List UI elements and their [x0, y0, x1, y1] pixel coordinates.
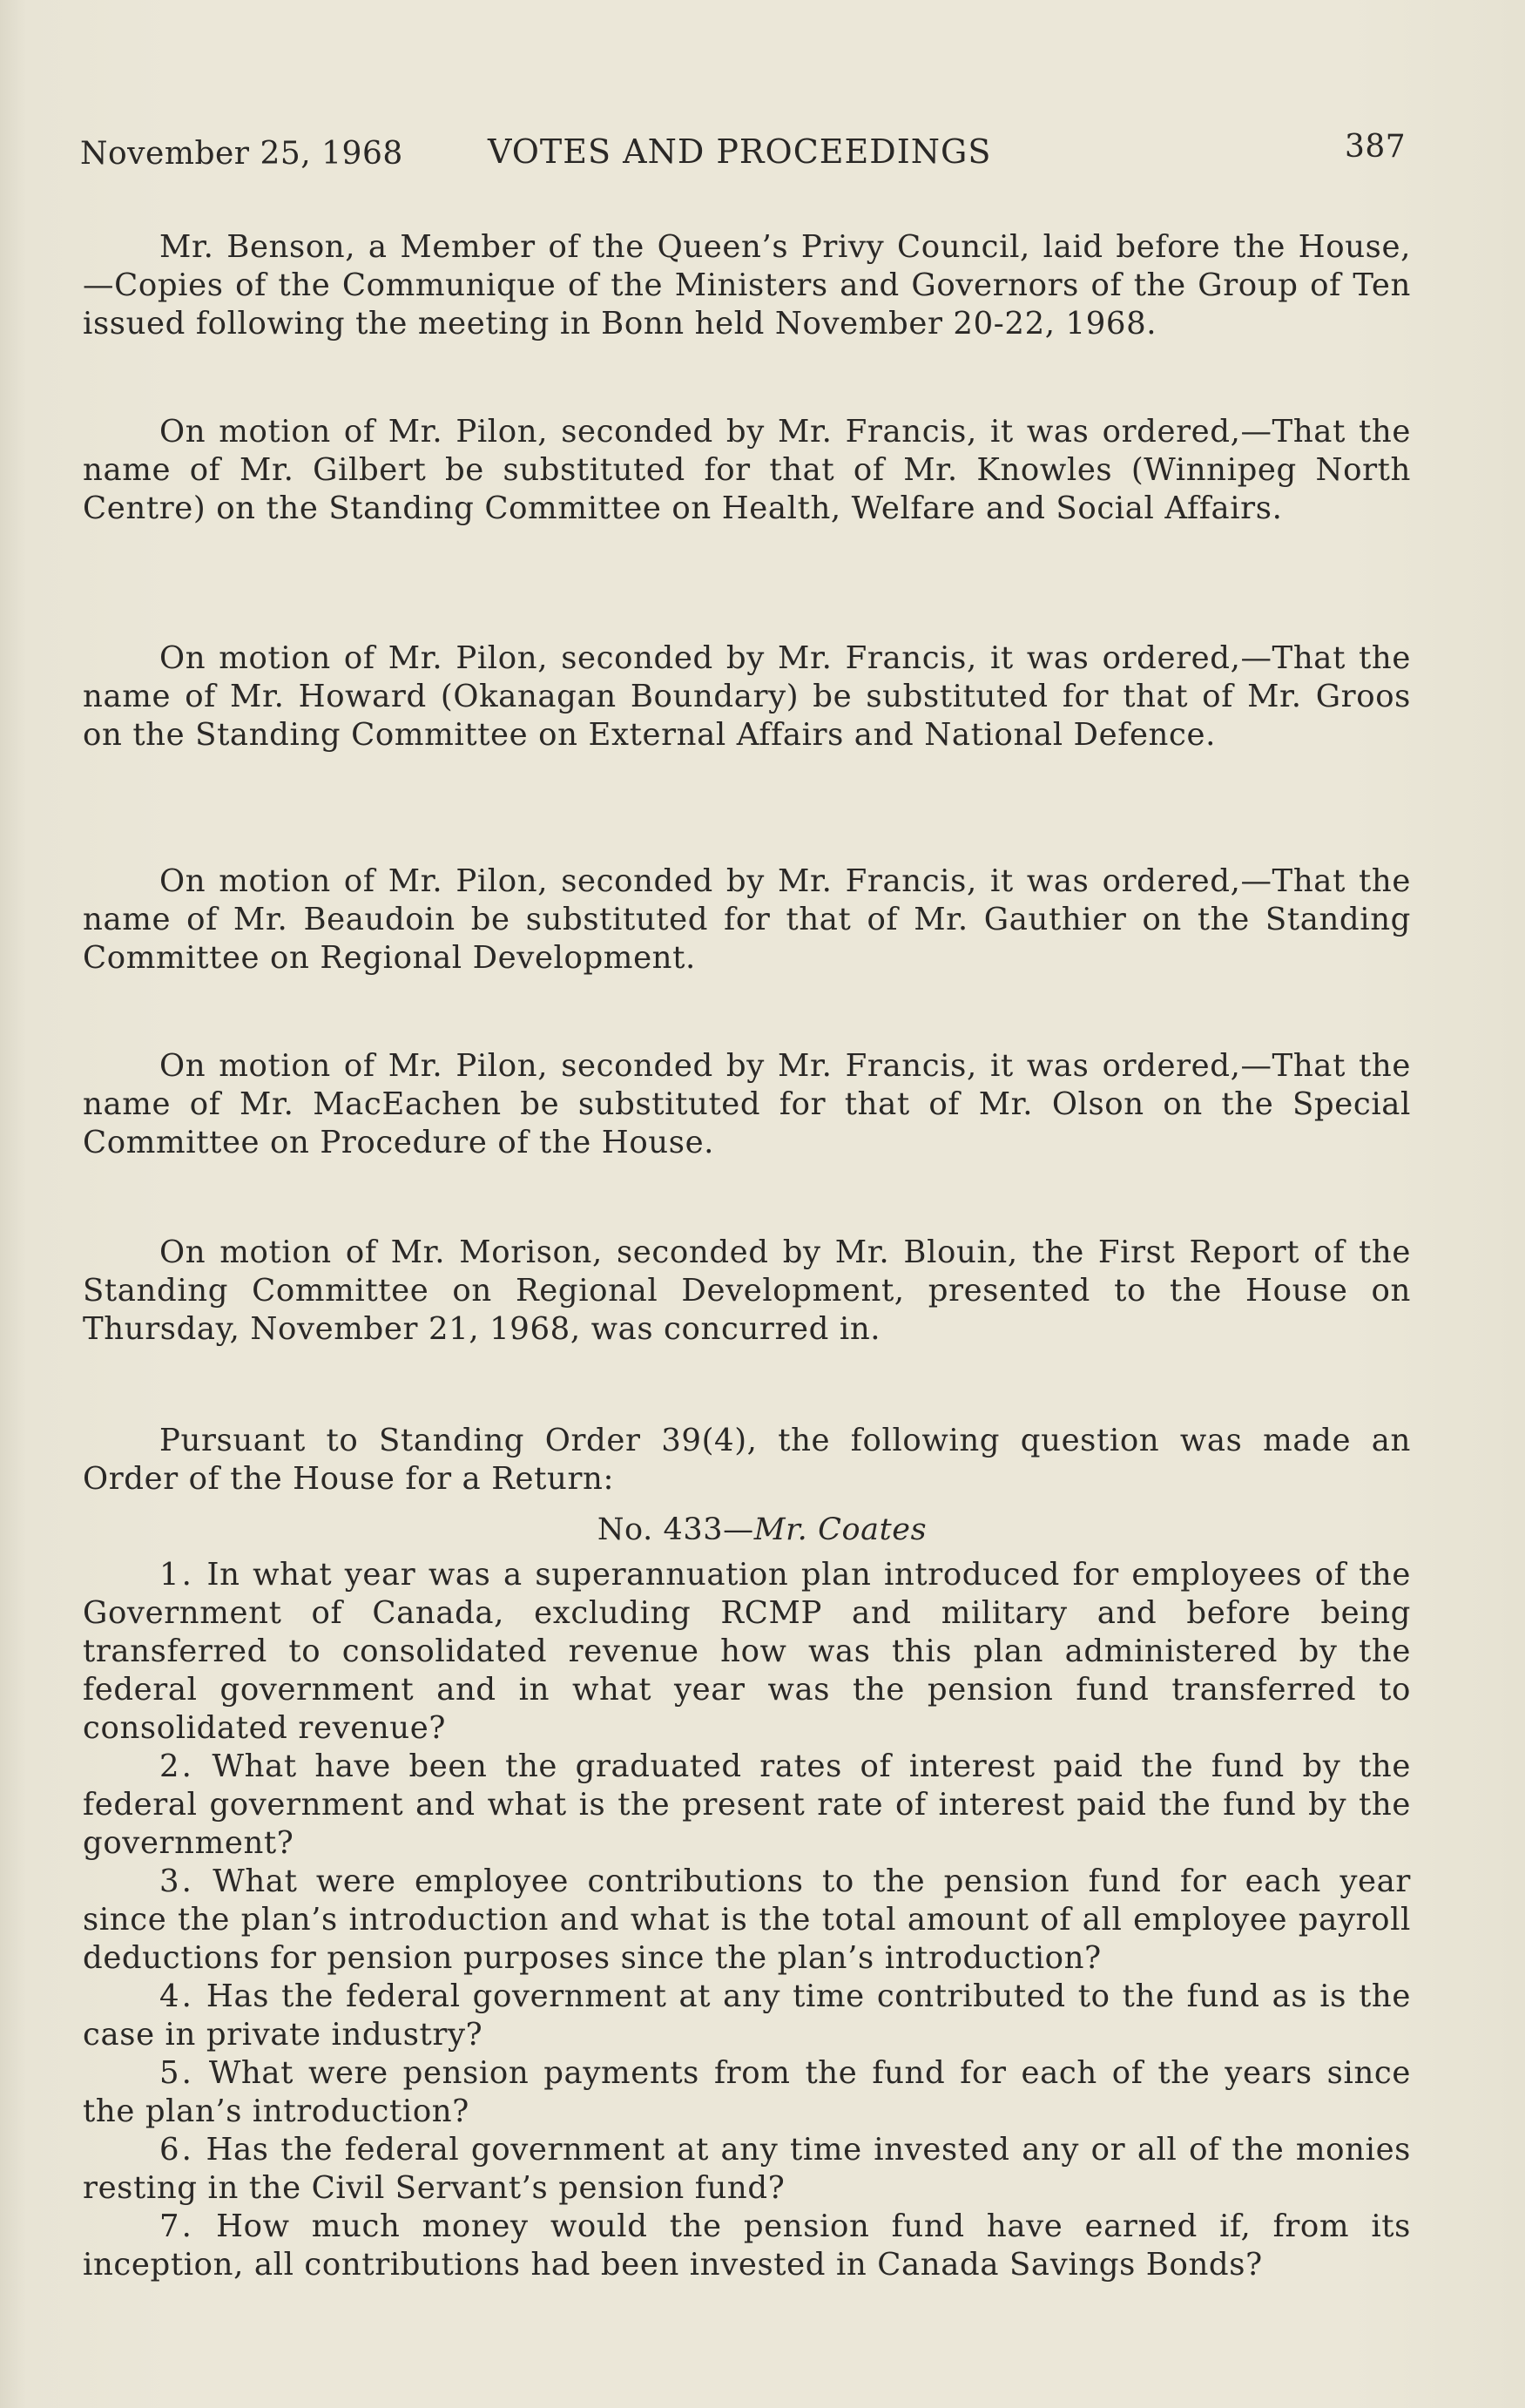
question-item-text: Has the federal government at any time contributed to the fund as is the case in private industry? — [83, 1978, 1411, 2053]
question-item — [83, 1748, 1411, 1863]
question-item-number: 2. — [159, 1749, 194, 1784]
question-item-number: 4. — [159, 1978, 194, 2014]
question-member: Mr. Coates — [753, 1512, 928, 1547]
question-items — [83, 1556, 1411, 2284]
paragraph-text: Pursuant to Standing Order 39(4), the following question was made an Order of the House for a Return: — [83, 1423, 1411, 1497]
paragraph-motion-gilbert — [83, 413, 1411, 528]
page-header — [80, 129, 1407, 181]
paragraph-text: On motion of Mr. Pilon, seconded by Mr. Francis, it was ordered,—That the name of Mr. Gilbert be substituted for that of Mr. Knowles (Winnipeg North Centre) on the Standing Committee on Health, Welfare and Social Affairs. — [83, 414, 1411, 526]
question-item-text: What have been the graduated rates of interest paid the fund by the federal government and what is the present rate of interest paid the fund by the government? — [83, 1749, 1411, 1861]
paragraph-motion-beaudoin — [83, 862, 1411, 977]
paragraph-text: Mr. Benson, a Member of the Queen’s Privy Council, laid before the House, —Copies of the Communique of the Ministers and Governors of the Group of Ten issued following the meeting in Bonn held November 20-22, 1968. — [83, 229, 1411, 342]
question-item-text: What were employee contributions to the pension fund for each year since the plan’s introduction and what is the total amount of all employee payroll deductions for pension purposes since the plan’s introduction? — [83, 1863, 1411, 1976]
paragraph-text: On motion of Mr. Pilon, seconded by Mr. Francis, it was ordered,—That the name of Mr. Beaudoin be substituted for that of Mr. Gauthier on the Standing Committee on Regional Development. — [83, 863, 1411, 976]
paragraph-benson — [83, 228, 1411, 343]
question-item-number: 3. — [159, 1863, 194, 1899]
question-item-number: 1. — [159, 1557, 194, 1593]
paragraph-text: On motion of Mr. Morison, seconded by Mr. Blouin, the First Report of the Standing Committee on Regional Development, presented to the House on Thursday, November 21, 1968, was concurred in. — [83, 1234, 1411, 1347]
question-item — [83, 2131, 1411, 2208]
header-title: VOTES AND PROCEEDINGS — [488, 132, 992, 171]
question-item-text: How much money would the pension fund have earned if, from its inception, all contributions had been invested in Canada Savings Bonds? — [83, 2208, 1411, 2283]
question-item — [83, 1556, 1411, 1748]
paragraph-motion-howard — [83, 639, 1411, 754]
question-item-text: Has the federal government at any time invested any or all of the monies resting in the Civil Servant’s pension fund? — [83, 2132, 1412, 2206]
question-heading — [83, 1512, 1441, 1547]
question-item-number: 6. — [159, 2132, 194, 2168]
paragraph-motion-morison — [83, 1234, 1411, 1349]
paragraph-text: On motion of Mr. Pilon, seconded by Mr. Francis, it was ordered,—That the name of Mr. MacEachen be substituted for that of Mr. Olson on the Special Committee on Procedure of the House. — [83, 1048, 1411, 1160]
paragraph-standing-order — [83, 1422, 1411, 1498]
question-item — [83, 1978, 1411, 2054]
question-item-text: What were pension payments from the fund for each of the years since the plan’s introduction? — [83, 2055, 1411, 2129]
question-item — [83, 2208, 1411, 2284]
question-item-number: 5. — [159, 2055, 194, 2091]
question-item-number: 7. — [159, 2208, 194, 2244]
question-item-text: In what year was a superannuation plan introduced for employees of the Government of Canada, excluding RCMP and military and before being transferred to consolidated revenue how was this plan administered by the federal government and in what year was the pension fund transferred to consolidated revenue? — [83, 1557, 1412, 1746]
page-number: 387 — [1345, 129, 1407, 165]
question-number: No. 433— — [597, 1512, 754, 1547]
question-item — [83, 2054, 1411, 2131]
question-item — [83, 1863, 1411, 1978]
paragraph-text: On motion of Mr. Pilon, seconded by Mr. Francis, it was ordered,—That the name of Mr. Howard (Okanagan Boundary) be substituted for that of Mr. Groos on the Standing Committee on External Affairs and National Defence. — [83, 640, 1411, 753]
header-date: November 25, 1968 — [80, 136, 403, 172]
paragraph-motion-maceachen — [83, 1047, 1411, 1162]
